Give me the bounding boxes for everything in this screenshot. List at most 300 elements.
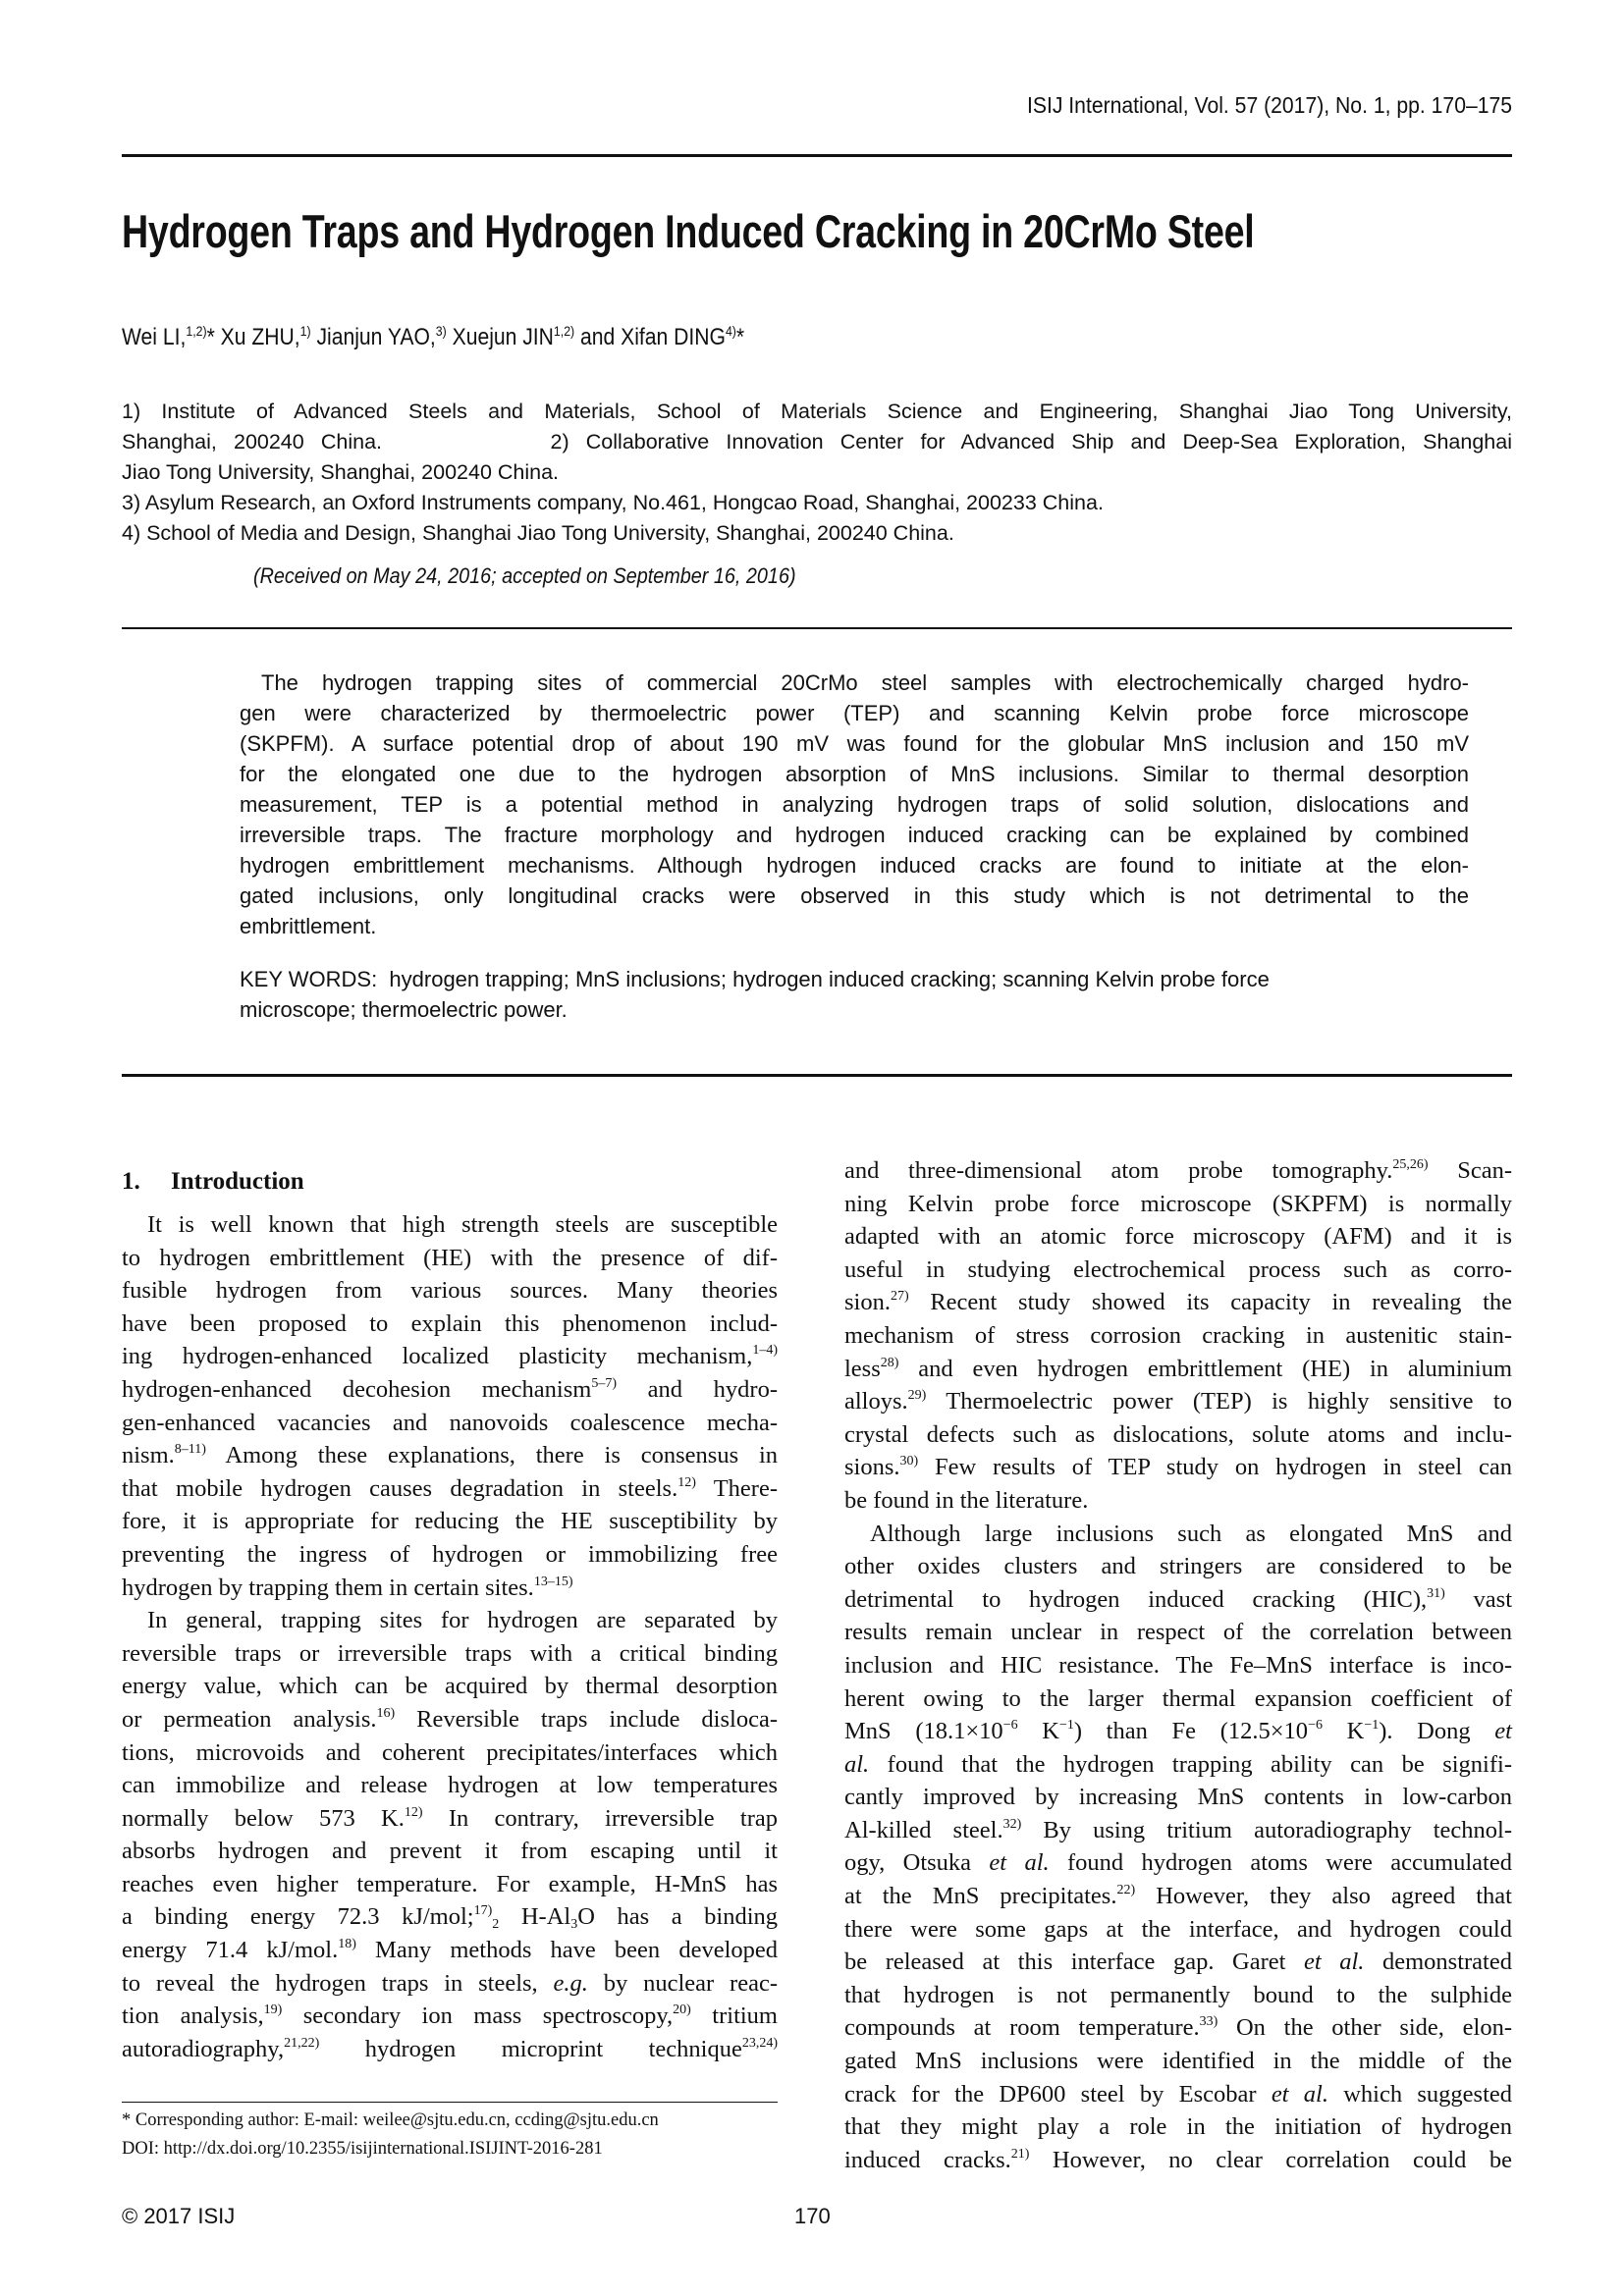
citation-superscript: 1–4) xyxy=(752,1343,778,1359)
body-line xyxy=(122,1934,778,1967)
body-line-text xyxy=(122,1835,778,1868)
text-run: other oxides clusters and stringers are considered to be xyxy=(844,1553,1512,1580)
abstract-text: irreversible traps. The fracture morphology and hydrogen induced cracking can be explained by combined xyxy=(240,823,1469,847)
body-line-text xyxy=(844,1946,1512,1979)
body-line-text xyxy=(844,2144,1512,2177)
text-run: sion. xyxy=(844,1289,891,1316)
text-run: less xyxy=(844,1355,881,1382)
doi: DOI: http://dx.doi.org/10.2355/isijinternational.ISIJINT-2016-281 xyxy=(122,2139,603,2159)
text-run: secondary ion mass spectroscopy, xyxy=(282,2002,674,2030)
italic-text: e.g. xyxy=(553,1969,588,1997)
text-run: by nuclear reac- xyxy=(587,1969,778,1997)
body-line-text xyxy=(122,1967,778,2001)
body-line-text xyxy=(844,1616,1512,1649)
body-line-text xyxy=(122,1472,778,1506)
italic-text: et xyxy=(1494,1718,1512,1745)
body-line xyxy=(122,1835,778,1868)
body-line xyxy=(844,2011,1512,2045)
author xyxy=(122,324,215,350)
body-line xyxy=(844,1814,1512,1847)
abstract-bottom-rule xyxy=(122,1074,1512,1077)
text-run: ing hydrogen-enhanced localized plasticity mechanism, xyxy=(122,1343,753,1370)
body-line xyxy=(844,1385,1512,1418)
subscript: 2 xyxy=(492,1917,500,1933)
author-name: Wei LI, xyxy=(122,324,187,350)
text-run: and three-dimensional atom probe tomography. xyxy=(844,1157,1393,1184)
citation-superscript: 31) xyxy=(1427,1585,1445,1601)
text-run: O xyxy=(577,1903,595,1931)
body-line xyxy=(122,1373,778,1407)
body-line xyxy=(844,1154,1512,1188)
text-run: reaches even higher temperature. For example, H-MnS has xyxy=(122,1870,778,1897)
body-line xyxy=(844,1748,1512,1782)
body-line xyxy=(844,1353,1512,1386)
body-line-text xyxy=(844,1682,1512,1716)
affiliation-line xyxy=(122,488,1512,518)
body-line-text xyxy=(844,1846,1512,1880)
text-run: sions. xyxy=(844,1454,900,1481)
body-line xyxy=(844,1946,1512,1979)
received-dates: (Received on May 24, 2016; accepted on September 16, 2016) xyxy=(253,563,796,588)
body-line-text xyxy=(844,1188,1512,1221)
affiliation-line xyxy=(122,397,1512,427)
italic-text: et al. xyxy=(1304,1949,1365,1976)
body-line xyxy=(122,1703,778,1736)
italic-text: al. xyxy=(844,1750,870,1778)
citation-superscript: 12) xyxy=(677,1474,696,1490)
body-line xyxy=(844,1254,1512,1287)
text-run: found that the hydrogen trapping ability can be signifi- xyxy=(869,1750,1512,1778)
abstract xyxy=(240,667,1469,941)
body-line-text xyxy=(844,1418,1512,1452)
body-line xyxy=(844,2045,1512,2078)
abstract-line xyxy=(240,759,1469,789)
affiliation-text: 4) School of Media and Design, Shanghai Jiao Tong University, Shanghai, 200240 China. xyxy=(122,521,954,545)
text-run: have been proposed to explain this phenomenon includ- xyxy=(122,1309,778,1337)
text-run: It is well known that high strength steels are susceptible xyxy=(147,1211,778,1238)
body-line xyxy=(122,1769,778,1802)
body-line-text xyxy=(844,1748,1512,1782)
body-line xyxy=(844,1913,1512,1947)
text-run: demonstrated xyxy=(1364,1949,1512,1976)
body-line xyxy=(844,1583,1512,1617)
body-line-text xyxy=(844,1518,1512,1551)
citation-superscript: 29) xyxy=(907,1388,927,1404)
text-run: Many methods have been developed xyxy=(355,1937,779,1964)
text-run: fusible hydrogen from various sources. Many theories xyxy=(122,1277,778,1305)
abstract-text: embrittlement. xyxy=(240,914,377,938)
affiliation-text: Jiao Tong University, Shanghai, 200240 China. xyxy=(122,460,560,484)
body-line-text xyxy=(844,1353,1512,1386)
body-line-text xyxy=(122,1373,778,1407)
text-run: hydrogen-enhanced decohesion mechanism xyxy=(122,1375,592,1403)
body-line xyxy=(844,1550,1512,1583)
section-number: 1. xyxy=(122,1168,140,1195)
keywords-text: hydrogen trapping; MnS inclusions; hydrogen induced cracking; scanning Kelvin probe force xyxy=(389,967,1270,991)
body-line-text xyxy=(844,1451,1512,1484)
text-run: In general, trapping sites for hydrogen are separated by xyxy=(147,1607,778,1634)
text-run: tions, microvoids and coherent precipitates/interfaces which xyxy=(122,1738,778,1766)
body-line-text xyxy=(844,1913,1512,1947)
text-run: However, they also agreed that xyxy=(1135,1883,1512,1910)
subscript: 3 xyxy=(570,1917,578,1933)
abstract-line xyxy=(240,789,1469,820)
body-line-text xyxy=(844,1154,1512,1188)
text-run: mechanism of stress corrosion cracking in austenitic stain- xyxy=(844,1321,1512,1349)
body-line xyxy=(122,1670,778,1703)
body-line xyxy=(122,1505,778,1538)
affiliation-mark: 1) xyxy=(299,323,311,339)
body-line-text xyxy=(844,1254,1512,1287)
author-name: and Xifan DING xyxy=(574,324,726,350)
text-run: Scan- xyxy=(1428,1157,1512,1184)
abstract-text: gated inclusions, only longitudinal cracks were observed in this study which is not detrimental to the xyxy=(240,883,1469,908)
journal-citation: ISIJ International, Vol. 57 (2017), No. 1, pp. 170–175 xyxy=(1026,92,1512,118)
body-line xyxy=(844,1781,1512,1814)
text-run: ) than Fe (12.5×10 xyxy=(1073,1718,1309,1745)
body-line xyxy=(122,2000,778,2033)
affiliation-text: Shanghai, 200240 China. 2) Collaborative Innovation Center for Advanced Ship and Deep-Sea Exploration, Shanghai xyxy=(122,430,1512,454)
text-run: at the MnS precipitates. xyxy=(844,1883,1117,1910)
text-run: and hydro- xyxy=(616,1375,778,1403)
body-line-text xyxy=(122,1637,778,1671)
text-run: hydrogen microprint technique xyxy=(319,2035,742,2062)
citation-superscript: 28) xyxy=(880,1355,899,1370)
body-line-text xyxy=(844,2045,1512,2078)
text-run: be released at this interface gap. Garet xyxy=(844,1949,1304,1976)
text-run: energy 71.4 kJ/mol. xyxy=(122,1937,339,1964)
italic-text: et al. xyxy=(989,1849,1050,1877)
body-line-text xyxy=(122,1900,778,1934)
text-run: Among these explanations, there is consensus in xyxy=(205,1442,778,1469)
citation-superscript: 8–11) xyxy=(174,1442,206,1458)
body-line-text xyxy=(122,1802,778,1836)
body-line xyxy=(122,1242,778,1275)
body-line xyxy=(122,1900,778,1934)
affiliation-line xyxy=(122,457,1512,488)
text-run: ning Kelvin probe force microscope (SKPFM) is normally xyxy=(844,1190,1512,1217)
text-run: cantly improved by increasing MnS contents in low-carbon xyxy=(844,1784,1512,1811)
text-run: a binding energy 72.3 kJ/mol; xyxy=(122,1903,474,1931)
text-run: crystal defects such as dislocations, solute atoms and inclu- xyxy=(844,1420,1512,1448)
abstract-text: gen were characterized by thermoelectric power (TEP) and scanning Kelvin probe force microscope xyxy=(240,701,1469,725)
text-run: nism. xyxy=(122,1442,175,1469)
body-line-text xyxy=(122,1505,778,1538)
text-run: ogy, Otsuka xyxy=(844,1849,990,1877)
keywords-line xyxy=(240,964,1418,994)
text-run: On the other side, elon- xyxy=(1218,2014,1512,2042)
body-line-text xyxy=(844,1880,1512,1913)
body-line-text xyxy=(122,1208,778,1242)
text-run: ). Dong xyxy=(1379,1718,1495,1745)
text-run: tritium xyxy=(690,2002,778,2030)
body-line-text xyxy=(122,1670,778,1703)
text-run: Thermoelectric power (TEP) is highly sensitive to xyxy=(926,1388,1512,1415)
citation-superscript: 27) xyxy=(890,1289,909,1305)
text-run: alloys. xyxy=(844,1388,908,1415)
text-run: preventing the ingress of hydrogen or immobilizing free xyxy=(122,1540,778,1568)
text-run: normally below 573 K. xyxy=(122,1804,405,1832)
corresponding-mark: * xyxy=(206,324,215,350)
text-run: fore, it is appropriate for reducing the HE susceptibility by xyxy=(122,1508,778,1535)
citation-superscript: 5–7) xyxy=(591,1375,617,1391)
body-line-text xyxy=(844,1715,1512,1748)
text-run: autoradiography, xyxy=(122,2035,285,2062)
text-run: gated MnS inclusions were identified in the middle of the xyxy=(844,2048,1512,2075)
article-title: Hydrogen Traps and Hydrogen Induced Cracking in 20CrMo Steel xyxy=(122,205,1255,257)
text-run: that mobile hydrogen causes degradation in steels. xyxy=(122,1474,678,1502)
body-line-text xyxy=(122,1934,778,1967)
affiliation-mark: 3) xyxy=(435,323,447,339)
text-run: useful in studying electrochemical process such as corro- xyxy=(844,1255,1512,1283)
body-line xyxy=(844,1418,1512,1452)
body-line xyxy=(844,2078,1512,2111)
body-line xyxy=(844,1518,1512,1551)
body-line-text xyxy=(122,2033,778,2066)
superscript: −1 xyxy=(1364,1718,1380,1734)
body-line-text xyxy=(122,1868,778,1901)
body-line-text xyxy=(122,1308,778,1341)
text-run: that they might play a role in the initiation of hydrogen xyxy=(844,2113,1512,2141)
body-line-text xyxy=(844,1649,1512,1682)
text-run: be found in the literature. xyxy=(844,1486,1089,1514)
affiliation-mark: 4) xyxy=(725,323,736,339)
author-list xyxy=(122,324,744,351)
body-line xyxy=(844,2144,1512,2177)
affiliation-mark: 1,2) xyxy=(553,323,575,339)
author-name: Jianjun YAO, xyxy=(310,324,436,350)
author xyxy=(447,324,574,350)
text-run: reversible traps or irreversible traps with a critical binding xyxy=(122,1639,778,1667)
body-line xyxy=(122,1736,778,1770)
text-run: energy value, which can be acquired by thermal desorption xyxy=(122,1673,778,1700)
footnote-rule xyxy=(122,2102,778,2103)
body-line-text xyxy=(844,2078,1512,2111)
citation-superscript: 32) xyxy=(1002,1816,1022,1832)
body-line-text xyxy=(122,1340,778,1373)
keywords-line xyxy=(240,994,1418,1025)
body-line xyxy=(844,1682,1512,1716)
corresponding-mark: * xyxy=(735,324,745,350)
citation-superscript: 16) xyxy=(376,1705,396,1721)
citation-superscript: 18) xyxy=(338,1937,356,1952)
abstract-line xyxy=(240,728,1469,759)
text-run: found hydrogen atoms were accumulated xyxy=(1049,1849,1512,1877)
affiliation-text: 3) Asylum Research, an Oxford Instruments company, No.461, Hongcao Road, Shanghai, 200233 China. xyxy=(122,491,1104,514)
body-line-text xyxy=(122,1439,778,1472)
body-line-text xyxy=(844,1484,1512,1518)
citation-superscript: −6 xyxy=(1002,1718,1018,1734)
text-run: Few results of TEP study on hydrogen in steel can xyxy=(918,1454,1512,1481)
text-run: vast xyxy=(1444,1585,1513,1613)
body-line xyxy=(122,1802,778,1836)
abstract-top-rule xyxy=(122,627,1512,629)
body-line-text xyxy=(844,2011,1512,2045)
body-line-text xyxy=(122,1407,778,1440)
body-line xyxy=(844,1880,1512,1913)
body-line xyxy=(122,1208,778,1242)
right-column xyxy=(844,1154,1512,2176)
text-run: can immobilize and release hydrogen at low temperatures xyxy=(122,1772,778,1799)
citation-superscript: 17) xyxy=(473,1903,493,1919)
citation-superscript: 23,24) xyxy=(741,2035,778,2051)
affiliation-line xyxy=(122,427,1512,457)
body-line xyxy=(844,2110,1512,2144)
body-line-text xyxy=(844,2110,1512,2144)
section-heading xyxy=(122,1168,304,1196)
citation-superscript: −1 xyxy=(1058,1718,1074,1734)
italic-text: et al. xyxy=(1271,2080,1328,2108)
abstract-line xyxy=(240,820,1469,850)
abstract-text: The hydrogen trapping sites of commercial 20CrMo steel samples with electrochemically charged hydro- xyxy=(261,670,1469,695)
text-run: inclusion and HIC resistance. The Fe–MnS interface is inco- xyxy=(844,1651,1512,1679)
text-run: However, no clear correlation could be xyxy=(1029,2146,1512,2173)
body-line xyxy=(122,1572,778,1605)
body-line-text xyxy=(844,1979,1512,2012)
body-line-text xyxy=(122,1274,778,1308)
text-run: herent owing to the larger thermal expansion coefficient of xyxy=(844,1684,1512,1712)
text-run: In contrary, irreversible trap xyxy=(422,1804,778,1832)
body-line xyxy=(122,1439,778,1472)
body-line xyxy=(122,1637,778,1671)
text-run: results remain unclear in respect of the correlation between xyxy=(844,1619,1512,1646)
text-run: there were some gaps at the interface, and hydrogen could xyxy=(844,1915,1512,1943)
body-line xyxy=(122,1604,778,1637)
body-line xyxy=(844,1188,1512,1221)
text-run: MnS (18.1×10 xyxy=(844,1718,1003,1745)
keywords-text: microscope; thermoelectric power. xyxy=(240,997,568,1022)
body-line xyxy=(122,1967,778,2001)
body-line-text xyxy=(844,1583,1512,1617)
abstract-line xyxy=(240,698,1469,728)
body-line xyxy=(844,1616,1512,1649)
body-line xyxy=(844,1286,1512,1319)
footnote xyxy=(122,2107,659,2163)
abstract-line xyxy=(240,911,1469,941)
text-run: tion analysis, xyxy=(122,2002,264,2030)
text-run: Recent study showed its capacity in revealing the xyxy=(908,1289,1512,1316)
body-line xyxy=(844,1649,1512,1682)
text-run: crack for the DP600 steel by Escobar xyxy=(844,2080,1272,2108)
body-line-text xyxy=(844,1385,1512,1418)
body-line xyxy=(844,1220,1512,1254)
text-run: that hydrogen is not permanently bound to the sulphide xyxy=(844,1981,1512,2008)
page-number: 170 xyxy=(794,2204,831,2228)
body-line xyxy=(122,1340,778,1373)
abstract-line xyxy=(240,667,1469,698)
body-line xyxy=(122,2033,778,2066)
text-run: or permeation analysis. xyxy=(122,1705,377,1733)
affiliation-line xyxy=(122,518,1512,549)
body-line xyxy=(122,1472,778,1506)
body-line-text xyxy=(122,1703,778,1736)
body-line-text xyxy=(122,1572,778,1605)
body-line-text xyxy=(844,1319,1512,1353)
citation-superscript: 21,22) xyxy=(284,2035,320,2051)
citation-superscript: 12) xyxy=(404,1804,423,1820)
keywords-label: KEY WORDS: xyxy=(240,967,390,991)
body-line xyxy=(122,1538,778,1572)
abstract-line xyxy=(240,850,1469,881)
citation-superscript: 20) xyxy=(673,2002,691,2018)
author-name: Xuejun JIN xyxy=(446,324,554,350)
copyright: © 2017 ISIJ xyxy=(122,2204,236,2228)
body-line xyxy=(844,1846,1512,1880)
author xyxy=(215,324,311,350)
body-line-text xyxy=(844,1781,1512,1814)
body-line-text xyxy=(844,1220,1512,1254)
superscript: −6 xyxy=(1308,1718,1323,1734)
text-run: H-Al xyxy=(499,1903,571,1931)
body-line xyxy=(122,1274,778,1308)
body-line xyxy=(844,1319,1512,1353)
body-line-text xyxy=(122,1769,778,1802)
author xyxy=(311,324,447,350)
body-line xyxy=(122,1868,778,1901)
author-name: Xu ZHU, xyxy=(214,324,300,350)
citation-superscript: 13–15) xyxy=(533,1574,573,1589)
body-line xyxy=(122,1407,778,1440)
text-run: to hydrogen embrittlement (HE) with the presence of dif- xyxy=(122,1244,778,1271)
left-column xyxy=(122,1208,778,2065)
text-run: compounds at room temperature. xyxy=(844,2014,1200,2042)
body-line-text xyxy=(122,1736,778,1770)
body-line xyxy=(844,1715,1512,1748)
citation-superscript: 25,26) xyxy=(1392,1157,1429,1172)
citation-superscript: 30) xyxy=(899,1454,919,1469)
text-run: has a binding xyxy=(594,1903,778,1931)
text-run: hydrogen by trapping them in certain sites. xyxy=(122,1574,534,1601)
text-run: Al-killed steel. xyxy=(844,1816,1003,1843)
body-line xyxy=(122,1308,778,1341)
text-run: gen-enhanced vacancies and nanovoids coalescence mecha- xyxy=(122,1409,778,1436)
citation-superscript: 33) xyxy=(1199,2014,1218,2030)
abstract-text: measurement, TEP is a potential method in analyzing hydrogen traps of solid solution, dislocations and xyxy=(240,792,1469,817)
text-run: Although large inclusions such as elongated MnS and xyxy=(870,1520,1512,1547)
body-line xyxy=(844,1451,1512,1484)
body-line-text xyxy=(844,1286,1512,1319)
text-run: detrimental to hydrogen induced cracking (HIC), xyxy=(844,1585,1428,1613)
header-rule xyxy=(122,154,1512,157)
author xyxy=(574,324,744,350)
text-run: K xyxy=(1322,1718,1365,1745)
text-run: There- xyxy=(695,1474,778,1502)
affiliation-text: 1) Institute of Advanced Steels and Materials, School of Materials Science and Engineering, Shanghai Jiao Tong University, xyxy=(122,400,1512,423)
text-run: Reversible traps include disloca- xyxy=(395,1705,778,1733)
corresponding-author: * Corresponding author: E-mail: weilee@sjtu.edu.cn, ccding@sjtu.edu.cn xyxy=(122,2110,659,2130)
body-line xyxy=(844,1979,1512,2012)
body-line-text xyxy=(122,2000,778,2033)
body-line-text xyxy=(122,1242,778,1275)
body-line-text xyxy=(122,1604,778,1637)
affiliations xyxy=(122,397,1512,549)
citation-superscript: 22) xyxy=(1116,1883,1136,1898)
text-run: adapted with an atomic force microscopy (AFM) and it is xyxy=(844,1223,1512,1251)
text-run: K xyxy=(1017,1718,1059,1745)
citation-superscript: 21) xyxy=(1010,2146,1030,2162)
text-run: absorbs hydrogen and prevent it from escaping until it xyxy=(122,1838,778,1865)
body-line-text xyxy=(844,1814,1512,1847)
text-run: which suggested xyxy=(1327,2080,1512,2108)
citation-superscript: 19) xyxy=(263,2002,283,2018)
body-line-text xyxy=(844,1550,1512,1583)
abstract-text: (SKPFM). A surface potential drop of about 190 mV was found for the globular MnS inclusion and 150 mV xyxy=(240,731,1469,756)
abstract-line xyxy=(240,881,1469,911)
body-line xyxy=(844,1484,1512,1518)
affiliation-mark: 1,2) xyxy=(186,323,207,339)
abstract-text: hydrogen embrittlement mechanisms. Although hydrogen induced cracks are found to initiate at the elon- xyxy=(240,853,1469,878)
text-run: and even hydrogen embrittlement (HE) in aluminium xyxy=(898,1355,1512,1382)
